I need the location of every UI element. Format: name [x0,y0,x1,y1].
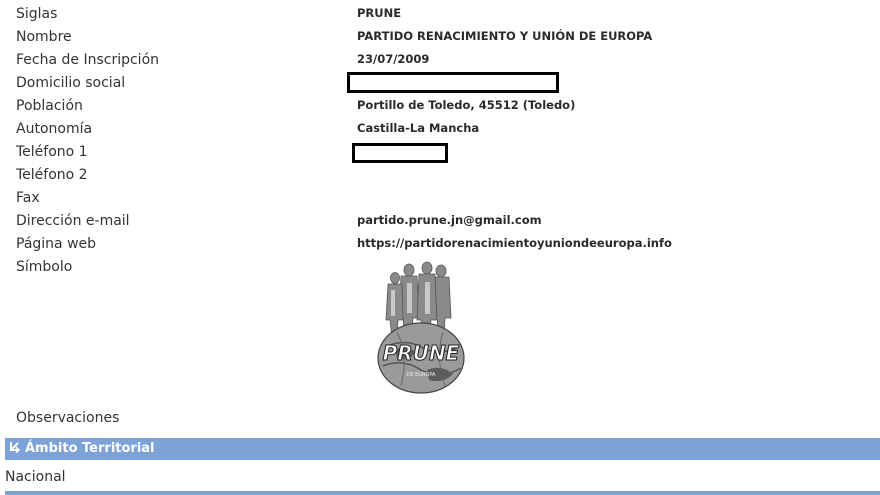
field-row-telefono-2 [0,164,880,187]
logo-wordmark: PRUNE [382,341,460,365]
party-details-list [0,3,880,279]
ambito-value: Nacional [5,469,66,485]
field-label: Página web [16,236,97,252]
field-label: Nombre [16,29,72,45]
field-label: Población [16,98,83,114]
observaciones-label: Observaciones [16,410,120,426]
field-value: Castilla-La Mancha [357,121,480,135]
field-label: Domicilio social [16,75,126,91]
redaction-box [352,143,448,163]
field-value: partido.prune.jn@gmail.com [357,213,542,227]
section-header-ambito-territorial[interactable] [5,438,880,460]
field-row-autonomia [0,118,880,141]
field-row-pagina-web [0,233,880,256]
section-title: Ámbito Territorial [25,441,155,456]
field-label: Fax [16,190,40,206]
field-label: Fecha de Inscripción [16,52,160,68]
party-logo-image [357,258,487,396]
field-value: 23/07/2009 [357,52,430,66]
field-row-fax [0,187,880,210]
field-row-siglas [0,3,880,26]
field-value: PARTIDO RENACIMIENTO Y UNIÓN DE EUROPA [357,29,653,43]
section-divider [5,491,880,495]
field-value: https://partidorenacimientoyuniondeeuropa.info [357,236,672,250]
field-row-nombre [0,26,880,49]
field-label: Teléfono 2 [16,167,88,183]
arrow-down-right-icon [9,441,21,453]
logo-subtext: DE EUROPA [406,372,436,378]
field-row-telefono-1 [0,141,880,164]
field-value: Portillo de Toledo, 45512 (Toledo) [357,98,576,112]
field-label: Símbolo [16,259,73,275]
field-label: Dirección e-mail [16,213,130,229]
field-row-domicilio-social [0,72,880,95]
redaction-box [347,72,559,93]
field-label: Teléfono 1 [16,144,88,160]
party-symbol-logo [357,258,487,396]
field-label: Autonomía [16,121,93,137]
field-value: PRUNE [357,6,402,20]
field-label: Siglas [16,6,58,22]
field-row-poblacion [0,95,880,118]
field-row-fecha-inscripcion [0,49,880,72]
field-row-email [0,210,880,233]
